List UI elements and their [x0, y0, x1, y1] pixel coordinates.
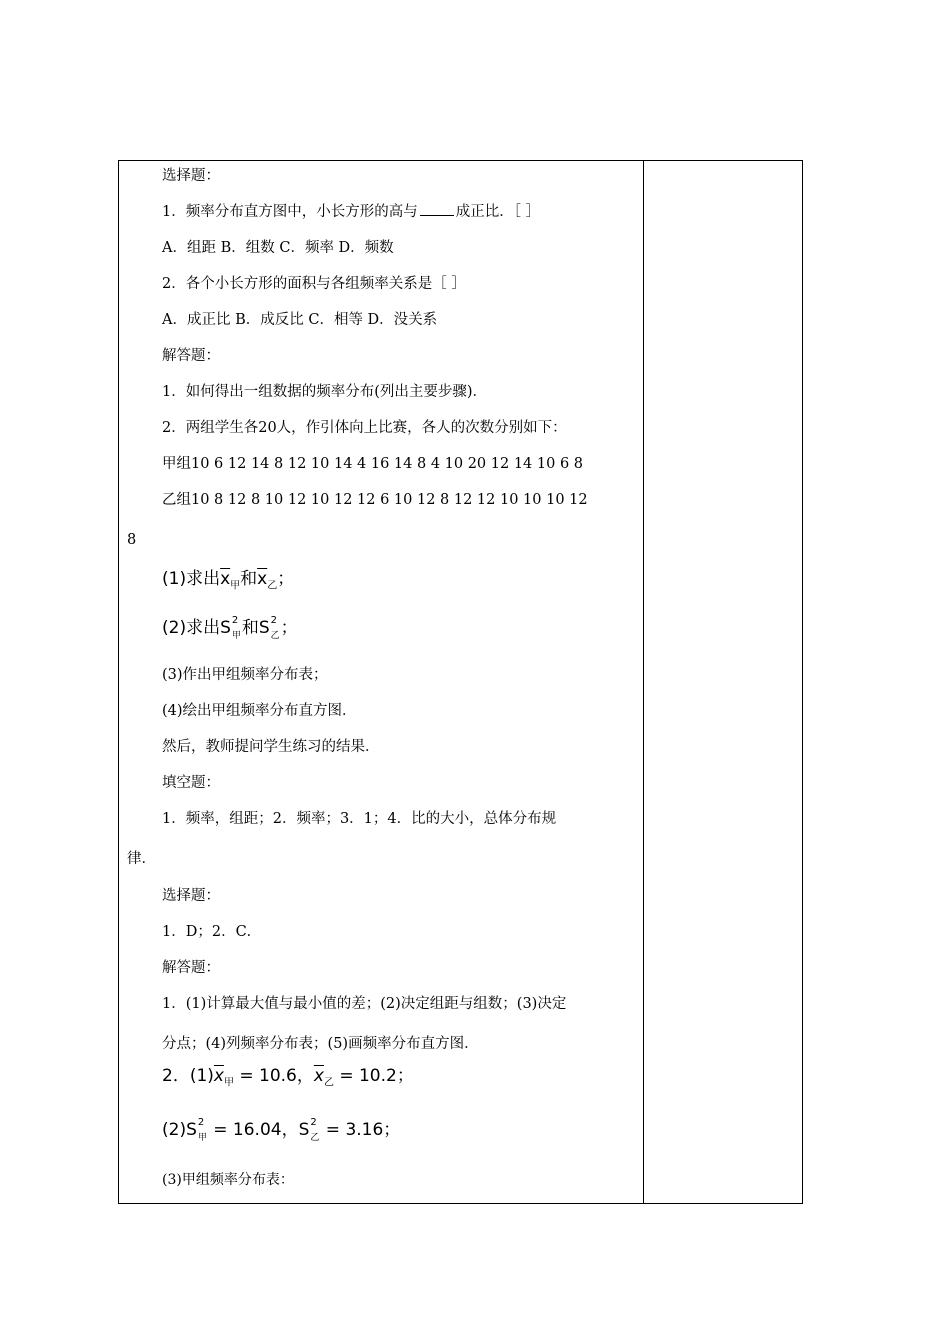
- answers-fill-cont: 律．: [127, 851, 156, 867]
- formula-means: (1)求出$\overline{x}_甲$和$\overline{x}_乙$；: [162, 569, 295, 592]
- step-4: (4)绘出甲组频率分布直方图．: [162, 703, 357, 719]
- answers-solve-1: 1．(1)计算最大值与最小值的差；(2)决定组距与组数；(3)决定: [162, 996, 567, 1012]
- answers-fill: 1．频率，组距；2．频率；3．1；4．比的大小，总体分布规: [162, 811, 557, 827]
- step-3: (3)作出甲组频率分布表；: [162, 667, 328, 683]
- group-b-data-cont: 8: [127, 532, 137, 548]
- formula-variance-values: (2)S 2 甲 = 16.04，S 2 乙 = 3.16；: [162, 1117, 401, 1143]
- answers-fill-heading: 填空题：: [162, 775, 220, 791]
- answers-choice: 1．D；2．C．: [162, 924, 262, 940]
- answer-blank: [420, 203, 454, 216]
- column-divider: [643, 161, 644, 1203]
- formula-variances: (2)求出S 2 甲 和S 2 乙 ；: [162, 615, 298, 641]
- answers-solve-heading: 解答题：: [162, 960, 220, 976]
- question-2: 2．各个小长方形的面积与各组频率关系是［ ］: [162, 276, 466, 292]
- section-heading-answer: 解答题：: [162, 348, 220, 364]
- answer-step-3: (3)甲组频率分布表：: [162, 1172, 294, 1188]
- answers-choice-heading: 选择题：: [162, 888, 220, 904]
- answer-question-1: 1．如何得出一组数据的频率分布(列出主要步骤)．: [162, 384, 488, 400]
- formula-mean-values: 2．$(1)\overline{x}_甲 = 10.6$，$\overline{x}_乙 = 10.2$；: [162, 1066, 414, 1089]
- lesson-table: [118, 160, 803, 1204]
- content-cell: [119, 161, 643, 1203]
- question-1-options: A．组距 B．组数 C．频率 D．频数: [162, 240, 394, 256]
- group-b-data: 乙组10 8 12 8 10 12 10 12 12 6 10 12 8 12 12 10 10 10 12: [162, 492, 588, 508]
- answer-question-2: 2．两组学生各20人，作引体向上比赛，各人的次数分别如下：: [162, 420, 567, 436]
- answers-solve-1-cont: 分点；(4)列频率分布表；(5)画频率分布直方图．: [162, 1036, 479, 1052]
- question-2-options: A．成正比 B．成反比 C．相等 D．没关系: [162, 312, 438, 328]
- group-a-data: 甲组10 6 12 14 8 12 10 14 4 16 14 8 4 10 20 12 14 10 6 8: [162, 456, 584, 472]
- teacher-note: 然后，教师提问学生练习的结果．: [162, 739, 380, 755]
- question-1: 1．频率分布直方图中，小长方形的高与 成正比．［ ］: [162, 204, 541, 220]
- section-heading-choice: 选择题：: [162, 168, 220, 184]
